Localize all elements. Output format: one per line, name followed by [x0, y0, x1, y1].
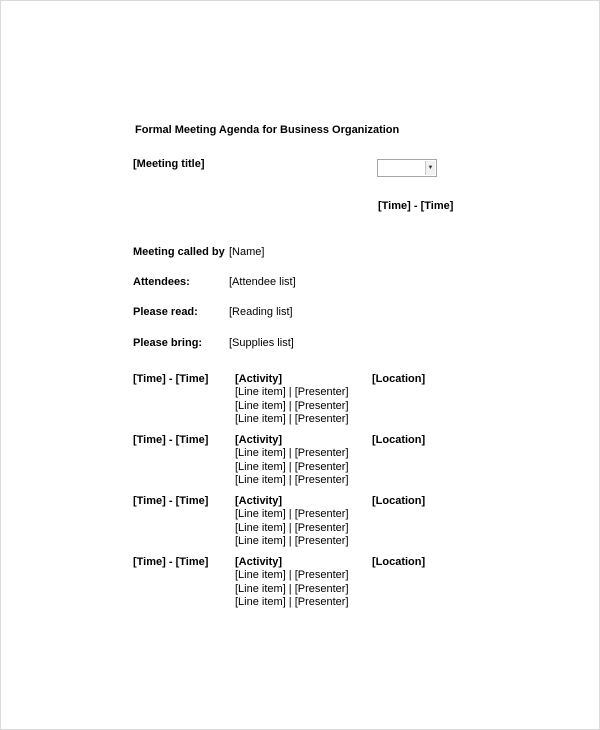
agenda-line-item[interactable]: [Line item] | [Presenter]: [235, 461, 349, 473]
agenda-line-item[interactable]: [Line item] | [Presenter]: [235, 508, 349, 520]
agenda-activity[interactable]: [Activity]: [235, 556, 283, 568]
agenda-activity[interactable]: [Activity]: [235, 434, 283, 446]
detail-value[interactable]: [Reading list]: [229, 306, 293, 318]
agenda-line-item[interactable]: [Line item] | [Presenter]: [235, 386, 349, 398]
detail-label: Please read:: [133, 306, 198, 318]
agenda-line-item[interactable]: [Line item] | [Presenter]: [235, 522, 349, 534]
agenda-line-item[interactable]: [Line item] | [Presenter]: [235, 447, 349, 459]
meeting-title[interactable]: [Meeting title]: [133, 158, 205, 170]
agenda-line-item[interactable]: [Line item] | [Presenter]: [235, 474, 349, 486]
agenda-location[interactable]: [Location]: [372, 495, 426, 507]
detail-value[interactable]: [Attendee list]: [229, 276, 296, 288]
document-title: Formal Meeting Agenda for Business Organization: [135, 124, 400, 136]
agenda-activity[interactable]: [Activity]: [235, 373, 283, 385]
agenda-time[interactable]: [Time] - [Time]: [133, 495, 209, 507]
agenda-line-item[interactable]: [Line item] | [Presenter]: [235, 596, 349, 608]
detail-label: Meeting called by: [133, 246, 225, 258]
agenda-location[interactable]: [Location]: [372, 373, 426, 385]
agenda-time[interactable]: [Time] - [Time]: [133, 373, 209, 385]
detail-value[interactable]: [Supplies list]: [229, 337, 294, 349]
detail-label: Attendees:: [133, 276, 190, 288]
meeting-time-range[interactable]: [Time] - [Time]: [378, 200, 454, 212]
agenda-time[interactable]: [Time] - [Time]: [133, 434, 209, 446]
agenda-location[interactable]: [Location]: [372, 556, 426, 568]
agenda-activity[interactable]: [Activity]: [235, 495, 283, 507]
agenda-line-item[interactable]: [Line item] | [Presenter]: [235, 569, 349, 581]
detail-value[interactable]: [Name]: [229, 246, 265, 258]
agenda-line-item[interactable]: [Line item] | [Presenter]: [235, 583, 349, 595]
date-dropdown[interactable]: [377, 159, 437, 177]
chevron-down-icon[interactable]: ▼: [425, 161, 435, 175]
agenda-line-item[interactable]: [Line item] | [Presenter]: [235, 535, 349, 547]
agenda-time[interactable]: [Time] - [Time]: [133, 556, 209, 568]
agenda-line-item[interactable]: [Line item] | [Presenter]: [235, 413, 349, 425]
detail-label: Please bring:: [133, 337, 203, 349]
agenda-line-item[interactable]: [Line item] | [Presenter]: [235, 400, 349, 412]
agenda-location[interactable]: [Location]: [372, 434, 426, 446]
